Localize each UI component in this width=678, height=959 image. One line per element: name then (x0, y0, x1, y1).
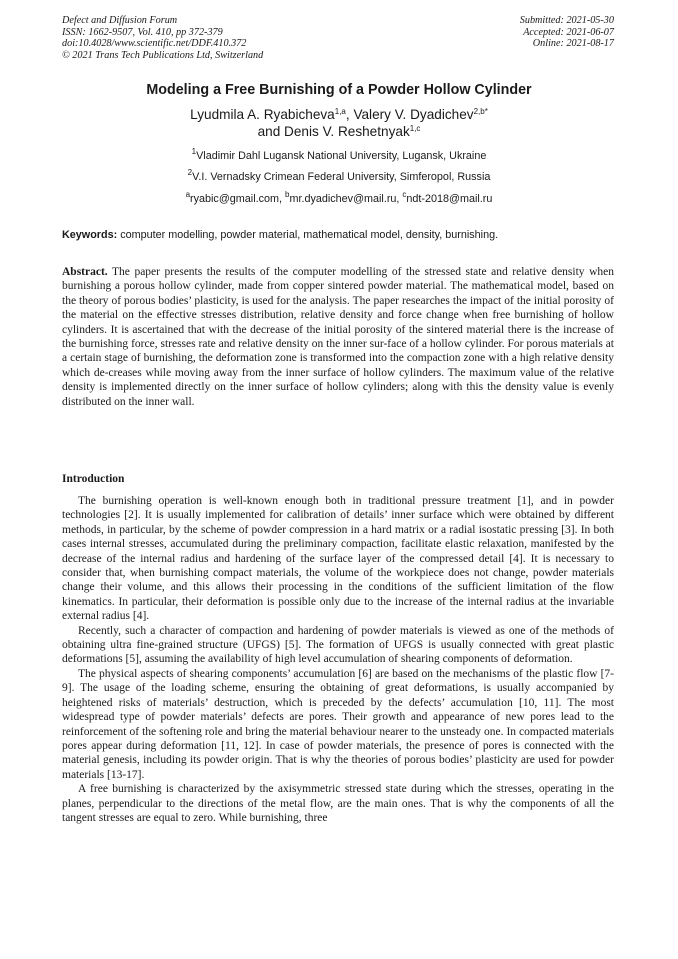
introduction-body (62, 494, 614, 825)
affiliation-1-sup: 1 (191, 147, 197, 156)
affiliation-2 (0, 168, 678, 183)
intro-paragraph-3: The physical aspects of shearing components’ accumulation [6] are based on the mechanisms of the plastic flow [7-9]. The usage of the loading scheme, ensuring the obtaining of great deformations, is usually accompanied by heightened risks of materials’ destruction, which is preceded by the defects’ accumulation [10, 11]. The most widespread type of powder materials’ defects are pores. Their growth and appearance of new pores lead to the reinforcement of the softening role and bring the material behaviour nearer to the unsteady one. In compacted materials pores appear during deformation [11, 12]. In case of powder materials, the presence of pores is connected with the material genesis, including its powder origin. That is why the theories of porous bodies’ plasticity are used for powder materials [13-17]. (62, 667, 614, 781)
author-list (0, 106, 678, 140)
author-3: Denis V. Reshetnyak (284, 124, 410, 139)
keywords (62, 229, 622, 241)
author-1-sup: 1,a (334, 107, 346, 116)
author-line-2 (0, 123, 678, 140)
journal-header-right (520, 15, 614, 50)
author-separator: , (345, 107, 354, 122)
online-date: Online: 2021-08-17 (532, 38, 614, 50)
accepted-date: Accepted: 2021-06-07 (523, 26, 614, 38)
journal-issn: ISSN: 1662-9507, Vol. 410, pp 372-379 (62, 26, 223, 38)
abstract (62, 265, 614, 409)
email-1: ryabic@gmail.com, (190, 193, 285, 205)
affiliation-1 (0, 147, 678, 162)
email-1-sup: a (185, 190, 191, 199)
email-3: ndt-2018@mail.ru (406, 193, 493, 205)
paper-title: Modeling a Free Burnishing of a Powder Hollow Cylinder (146, 82, 532, 98)
author-2: Valery V. Dyadichev (353, 107, 474, 122)
keywords-text: computer modelling, powder material, mathematical model, density, burnishing. (117, 229, 499, 241)
intro-paragraph-1: The burnishing operation is well-known enough both in traditional pressure treatment [1], and in powder technologies [2]. It is usually implemented for calibration of details’ inner surface which were obtained by different methods, in particular, by the scheme of powder compression in a hard matrix or a radial isostatic pressing [3]. In both cases internal stresses, accumulated during the preliminary compaction, facilitate elastic relaxation, manifested by the decrease of the internal radius and hardening of the surface layer of the compressed detail [4]. It is necessary to consider that, when burnishing compact materials, the volume of the workpiece does not change, powder materials change their volume, and this allows their processing in the conditions of the sufficient limitation of the flow kinematics. In particular, their deformation is possible only due to the increase of the internal radius at the invariable external radius [4]. (62, 495, 614, 623)
keywords-label: Keywords: (62, 229, 118, 241)
author-emails (0, 190, 678, 205)
author-1: Lyudmila A. Ryabicheva (190, 107, 335, 122)
author-3-sup: 1,c (409, 124, 421, 133)
email-2: mr.dyadichev@mail.ru, (289, 193, 403, 205)
intro-paragraph-4: A free burnishing is characterized by the axisymmetric stressed state during which the stresses, operating in the planes, perpendicular to the directions of the metal flow, are the main ones. That is why the components of all the tangent stresses are equal to zero. While burnishing, three (62, 783, 614, 824)
email-3-sup: c (402, 190, 407, 199)
journal-header-left (62, 15, 263, 61)
journal-name: Defect and Diffusion Forum (62, 15, 178, 26)
affiliation-2-text: V.I. Vernadsky Crimean Federal University, Simferopol, Russia (192, 171, 491, 183)
abstract-label: Abstract. (62, 266, 108, 278)
affiliation-2-sup: 2 (187, 168, 193, 177)
journal-copyright: © 2021 Trans Tech Publications Ltd, Switzerland (62, 49, 264, 61)
abstract-text: The paper presents the results of the computer modelling of the stressed state and relative density when burnishing a porous hollow cylinder, made from copper sintered powder material. The mathematical model, based on the theory of porous bodies’ plasticity, is used for the analysis. The paper researches the impact of the initial porosity of the material on the effective stresses distribution, relative density and force change when free burnishing of hollow cylinders. It is ascertained that with the decrease of the initial porosity of the sintered material there is the increase of the burnishing force, stresses rate and relative density on the inner sur-face of a hollow cylinder. For porous materials at a certain stage of burnishing, the deformation zone is transformed into the compaction zone with a high relative density which de-creases while moving away from the inner surface of hollow cylinders. The maximum value of the relative density is implemented directly on the inner surface of hollow cylinders; along with this the density value is evenly distributed on the inner wall. (62, 266, 614, 408)
email-2-sup: b (285, 190, 290, 199)
affiliation-1-text: Vladimir Dahl Lugansk National University, Lugansk, Ukraine (196, 150, 487, 162)
author-line-1 (0, 106, 678, 123)
journal-doi: doi:10.4028/www.scientific.net/DDF.410.372 (62, 38, 247, 50)
author-and: and (257, 124, 285, 139)
submitted-date: Submitted: 2021-05-30 (519, 15, 614, 26)
introduction-heading: Introduction (62, 473, 125, 485)
author-2-sup: 2,b* (473, 107, 488, 116)
intro-paragraph-2: Recently, such a character of compaction and hardening of powder materials is viewed as one of the methods of obtaining ultra fine-grained structure (UFGS) [5]. The formation of UFGS is usually connected with great plastic deformations [5], assuming the availability of high level accumulation of shearing components of deformation. (62, 624, 614, 666)
